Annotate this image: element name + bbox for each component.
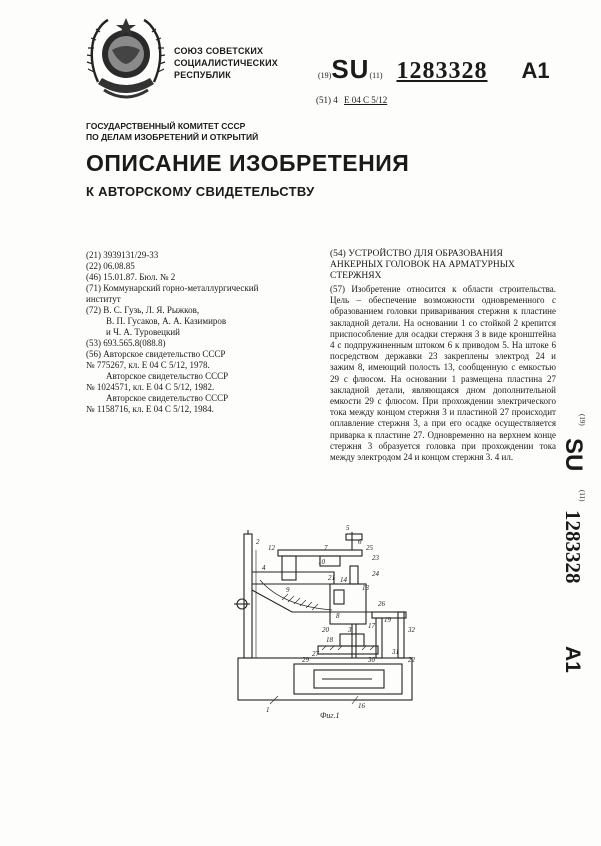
figure-label: 27 xyxy=(312,650,319,658)
bib-line: (22) 06.08.85 xyxy=(86,261,135,271)
figure-label: 14 xyxy=(340,576,347,584)
bib-line: В. П. Гусаков, А. А. Казимиров xyxy=(106,316,227,326)
state-emblem-icon xyxy=(84,12,168,108)
union-line: РЕСПУБЛИК xyxy=(174,70,231,80)
technical-drawing xyxy=(222,520,422,720)
figure-label: 24 xyxy=(372,570,379,578)
kind-code: A1 xyxy=(521,58,550,83)
figure-label: 10 xyxy=(318,558,325,566)
figure-label: 20 xyxy=(322,626,329,634)
union-line: СОЮЗ СОВЕТСКИХ xyxy=(174,46,264,56)
union-name xyxy=(174,45,278,81)
figure-label: 13 xyxy=(362,584,369,592)
side-inid-11: (11) xyxy=(578,490,586,502)
figure-label: 30 xyxy=(368,656,375,664)
inid-19: (19) xyxy=(318,71,332,80)
figure-label: 25 xyxy=(366,544,373,552)
bib-line: (72) В. С. Гузь, Л. Я. Рыжков, xyxy=(86,305,200,315)
bib-line: (53) 693.565.8(088.8) xyxy=(86,338,166,348)
bib-line: институт xyxy=(86,294,121,304)
country-code: SU xyxy=(331,54,370,84)
committee-name xyxy=(86,121,258,143)
committee-line: ГОСУДАРСТВЕННЫЙ КОМИТЕТ СССР xyxy=(86,121,246,131)
figure-label: 6 xyxy=(358,538,362,546)
publication-number-row xyxy=(318,54,550,84)
figure-label: 7 xyxy=(324,544,328,552)
bib-line: Авторское свидетельство СССР xyxy=(106,371,229,381)
figure-caption: Фиг.1 xyxy=(320,711,340,720)
document-title: ОПИСАНИЕ ИЗОБРЕТЕНИЯ xyxy=(86,150,410,176)
bib-line: № 1024571, кл. Е 04 С 5/12, 1982. xyxy=(86,382,215,392)
figure-label: 8 xyxy=(336,612,340,620)
figure-label: 9 xyxy=(286,586,290,594)
figure-label: 12 xyxy=(268,544,275,552)
figure-label: 1 xyxy=(266,706,270,714)
bib-line: Авторское свидетельство СССР xyxy=(106,393,229,403)
ipc-classification xyxy=(316,95,387,105)
bib-line: № 1158716, кл. Е 04 С 5/12, 1984. xyxy=(86,404,214,414)
side-country: SU xyxy=(560,438,587,472)
ipc-value: E 04 C 5/12 xyxy=(344,95,388,105)
ipc-inid: (51) 4 xyxy=(316,95,338,105)
side-kind: A1 xyxy=(561,646,584,673)
bib-line: (21) 3939131/29-33 xyxy=(86,250,159,260)
figure-label: 3 xyxy=(348,626,352,634)
figure-label: 29 xyxy=(302,656,309,664)
side-inid-19: (19) xyxy=(578,414,586,426)
figure-label: 4 xyxy=(262,564,266,572)
union-line: СОЦИАЛИСТИЧЕСКИХ xyxy=(174,58,278,68)
side-publication-label xyxy=(560,400,590,710)
bib-line: и Ч. А. Туровецкий xyxy=(106,327,180,337)
figure-label: 26 xyxy=(378,600,385,608)
figure-label: 5 xyxy=(346,524,350,532)
bibliographic-data xyxy=(86,250,322,415)
inid-11: (11) xyxy=(369,71,383,80)
figure-label: 22 xyxy=(408,656,415,664)
bib-line: (46) 15.01.87. Бюл. № 2 xyxy=(86,272,176,282)
figure-label: 19 xyxy=(384,616,391,624)
figure-label: 16 xyxy=(358,702,365,710)
figure-label: 17 xyxy=(368,622,375,630)
figure-label: 18 xyxy=(326,636,333,644)
figure-label: 31 xyxy=(392,648,399,656)
invention-title: (54) УСТРОЙСТВО ДЛЯ ОБРАЗОВАНИЯ АНКЕРНЫХ ГОЛОВОК НА АРМАТУРНЫХ СТЕРЖНЯХ xyxy=(330,249,515,281)
document-subtitle: К АВТОРСКОМУ СВИДЕТЕЛЬСТВУ xyxy=(86,184,315,199)
figure-label: 21 xyxy=(328,574,335,582)
bib-line: (56) Авторское свидетельство СССР xyxy=(86,349,226,359)
bib-line: № 775267, кл. Е 04 С 5/12, 1978. xyxy=(86,360,210,370)
figure-label: 32 xyxy=(408,626,415,634)
side-number: 1283328 xyxy=(561,510,585,584)
abstract-text: (57) Изобретение относится к области строительства. Цель – обеспечение возможности одновременного с образованием головки приваривания стержня к пластине закладной детали. На основании 1 со стойкой 2 крепится приспособление для осадки стержня 3 в виде кронштейна 4 с подпружиненным штоком 6 к приводом 5. На штоке 6 посредством державки 23 закреплены электрод 24 и зажим 8, имеющий полость 13, сообщенную с емкостью 29 с флюсом. На основании 1 размещена пластина 27 закладной детали, являющаяся дном дополнительной емкости 29 с флюсом. При прохождении электрического тока между концом стержня 3 и пластиной 27 происходит оплавление стержня 3, а при его осадке осуществляется приварка к пластине 27. Одновременно на верхнем конце стержня 3 образуется головка при прохождении тока между электродом 24 и концом стержня 3. 4 ил. xyxy=(330,284,556,463)
bib-line: (71) Коммунарский горно-металлургический xyxy=(86,283,259,293)
patent-number: 1283328 xyxy=(396,58,488,84)
figure-label: 2 xyxy=(256,538,260,546)
figure-label: 23 xyxy=(372,554,379,562)
committee-line: ПО ДЕЛАМ ИЗОБРЕТЕНИЙ И ОТКРЫТИЙ xyxy=(86,132,259,142)
